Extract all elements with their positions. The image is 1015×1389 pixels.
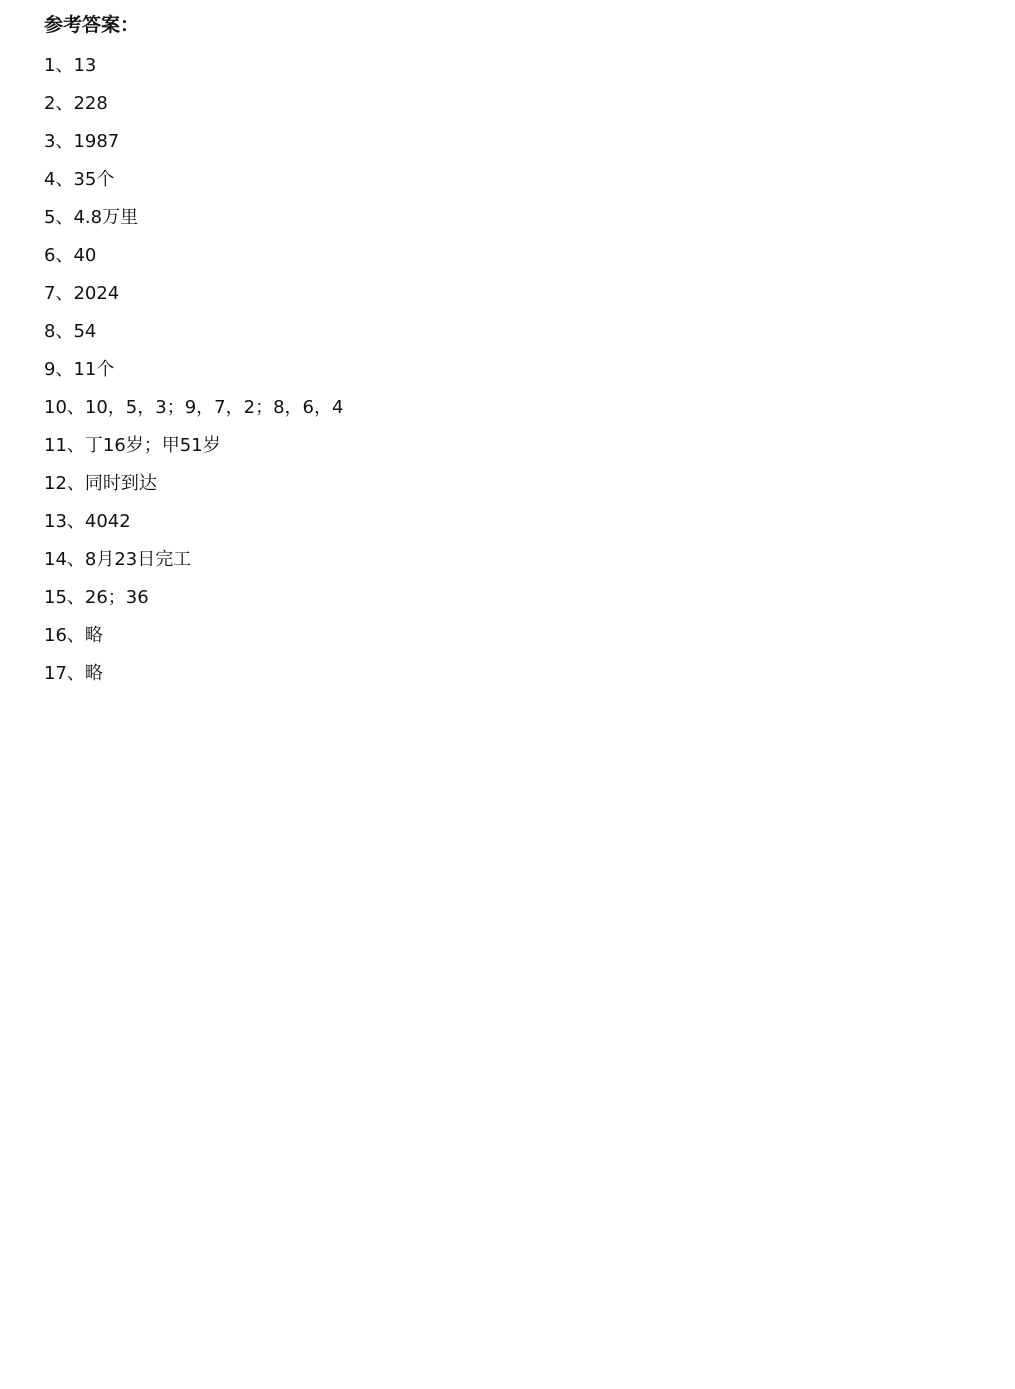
answer-item-7: 7、2024: [44, 283, 120, 304]
answer-item-10: 10、10，5，3；9，7，2；8，6，4: [44, 397, 344, 418]
answer-item-14: 14、8月23日完工: [44, 549, 192, 570]
answer-item-12: 12、同时到达: [44, 473, 157, 494]
answer-item-9: 9、11个: [44, 359, 115, 380]
answer-item-16: 16、略: [44, 625, 103, 646]
answer-list: [44, 47, 944, 693]
answer-item-3: 3、1987: [44, 131, 120, 152]
answer-item-8: 8、54: [44, 321, 97, 342]
answer-key: [44, 8, 944, 693]
answer-item-2: 2、228: [44, 93, 108, 114]
answer-item-4: 4、35个: [44, 169, 115, 190]
answer-item-13: 13、4042: [44, 511, 131, 532]
answer-item-5: 5、4.8万里: [44, 207, 139, 228]
answer-item-15: 15、26；36: [44, 587, 149, 608]
answer-item-6: 6、40: [44, 245, 97, 266]
answer-item-1: 1、13: [44, 55, 97, 76]
answer-item-11: 11、丁16岁；甲51岁: [44, 435, 221, 456]
answer-item-17: 17、略: [44, 663, 103, 684]
answer-key-heading: 参考答案：: [44, 14, 140, 36]
